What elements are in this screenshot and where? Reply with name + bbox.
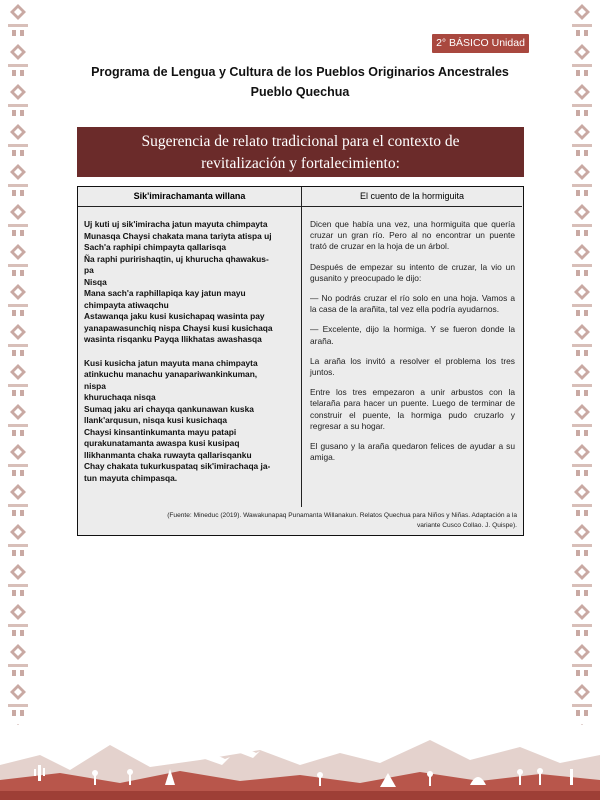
section-banner xyxy=(77,127,524,177)
spanish-paragraph: — Excelente, dijo la hormiga. Y se fueron donde la araña. xyxy=(310,324,515,346)
andean-landscape-illustration xyxy=(0,725,600,800)
story-box xyxy=(77,186,524,536)
spanish-paragraph: — No podrás cruzar el río solo en una hoja. Vamos a la casa de la arañita, tal vez ella podría ayudarnos. xyxy=(310,293,515,315)
program-title: Programa de Lengua y Cultura de los Pueblos Originarios Ancestrales xyxy=(91,65,509,79)
quechua-paragraph: Kusi kusicha jatun mayuta mana chimpayta atinkuchu manachu yanapariwankinkuman, nispa khuruchaqa nisqa Sumaq jaku ari chayqa qankunawan kuska llank'arqusun, nisqa kusi kusichaqa Chaysi kinsantinkumanta mayu patapi qurakunatamanta awaspa kusi kusipaq llikhanmanta chaka ruwayta qallarisqanku Chay chakata tukurkuspataq sik'imirachaqa ja- tun mayuta chimpasqa. xyxy=(84,357,271,483)
spanish-title: El cuento de la hormiguita xyxy=(302,187,522,207)
spanish-column xyxy=(302,187,522,507)
source-line-1: (Fuente: Mineduc (2019). Wawakunapaq Punamanta Willanakun. Relatos Quechua para Niños y Niñas. Adaptación a la xyxy=(167,512,517,519)
spanish-paragraph: El gusano y la araña quedaron felices de ayudar a su amiga. xyxy=(310,441,515,463)
source-line-2: variante Cusco Collao. J. Quispe). xyxy=(416,521,517,529)
left-decorative-border xyxy=(6,0,30,740)
banner-line-1: Sugerencia de relato tradicional para el contexto de xyxy=(141,133,460,150)
quechua-paragraph: Uj kuti uj sik'imiracha jatun mayuta chimpayta Munasqa Chaysi chakata mana tariyta atispa uj Sach'a raphipi chimpayta qallarisqa Ña raphi puririshaqtin, uj khurucha qhawakus- pa Nisqa Mana sach'a raphillapiqa kay jatun mayu chimpayta atiwaqchu Astawanqa jaku kusi kusichapaq wasinta pay yanapawasunchiq nispa Chaysi kusi kusichaqa wasinta risqanku Payqa llikhatas awashasqa xyxy=(84,219,273,344)
spanish-paragraph: Entre los tres empezaron a unir arbustos con la telaraña para hacer un puente. Luego de terminar de construir el puente, la hormiga pudo cruzarlo y regresar a su hogar. xyxy=(310,387,515,431)
people-title: Pueblo Quechua xyxy=(250,85,350,99)
quechua-title: Sik'imirachamanta willana xyxy=(78,187,301,207)
source-citation xyxy=(118,511,517,530)
program-header xyxy=(60,62,540,102)
right-decorative-border xyxy=(570,0,594,740)
quechua-column xyxy=(78,187,302,507)
banner-line-2: revitalización y fortalecimiento: xyxy=(201,155,400,172)
grade-unit-badge: 2° BÁSICO Unidad 2 xyxy=(432,34,529,53)
spanish-paragraph: La araña los invitó a resolver el problema los tres juntos. xyxy=(310,355,515,378)
spanish-paragraph: Dicen que había una vez, una hormiguita que quería cruzar un gran río. Pero al no encontrar un puente trató de cruzar en la hoja de un árbol. xyxy=(310,219,515,252)
spanish-paragraph: Después de empezar su intento de cruzar, la vio un gusanito y preocupado le dijo: xyxy=(310,261,515,283)
